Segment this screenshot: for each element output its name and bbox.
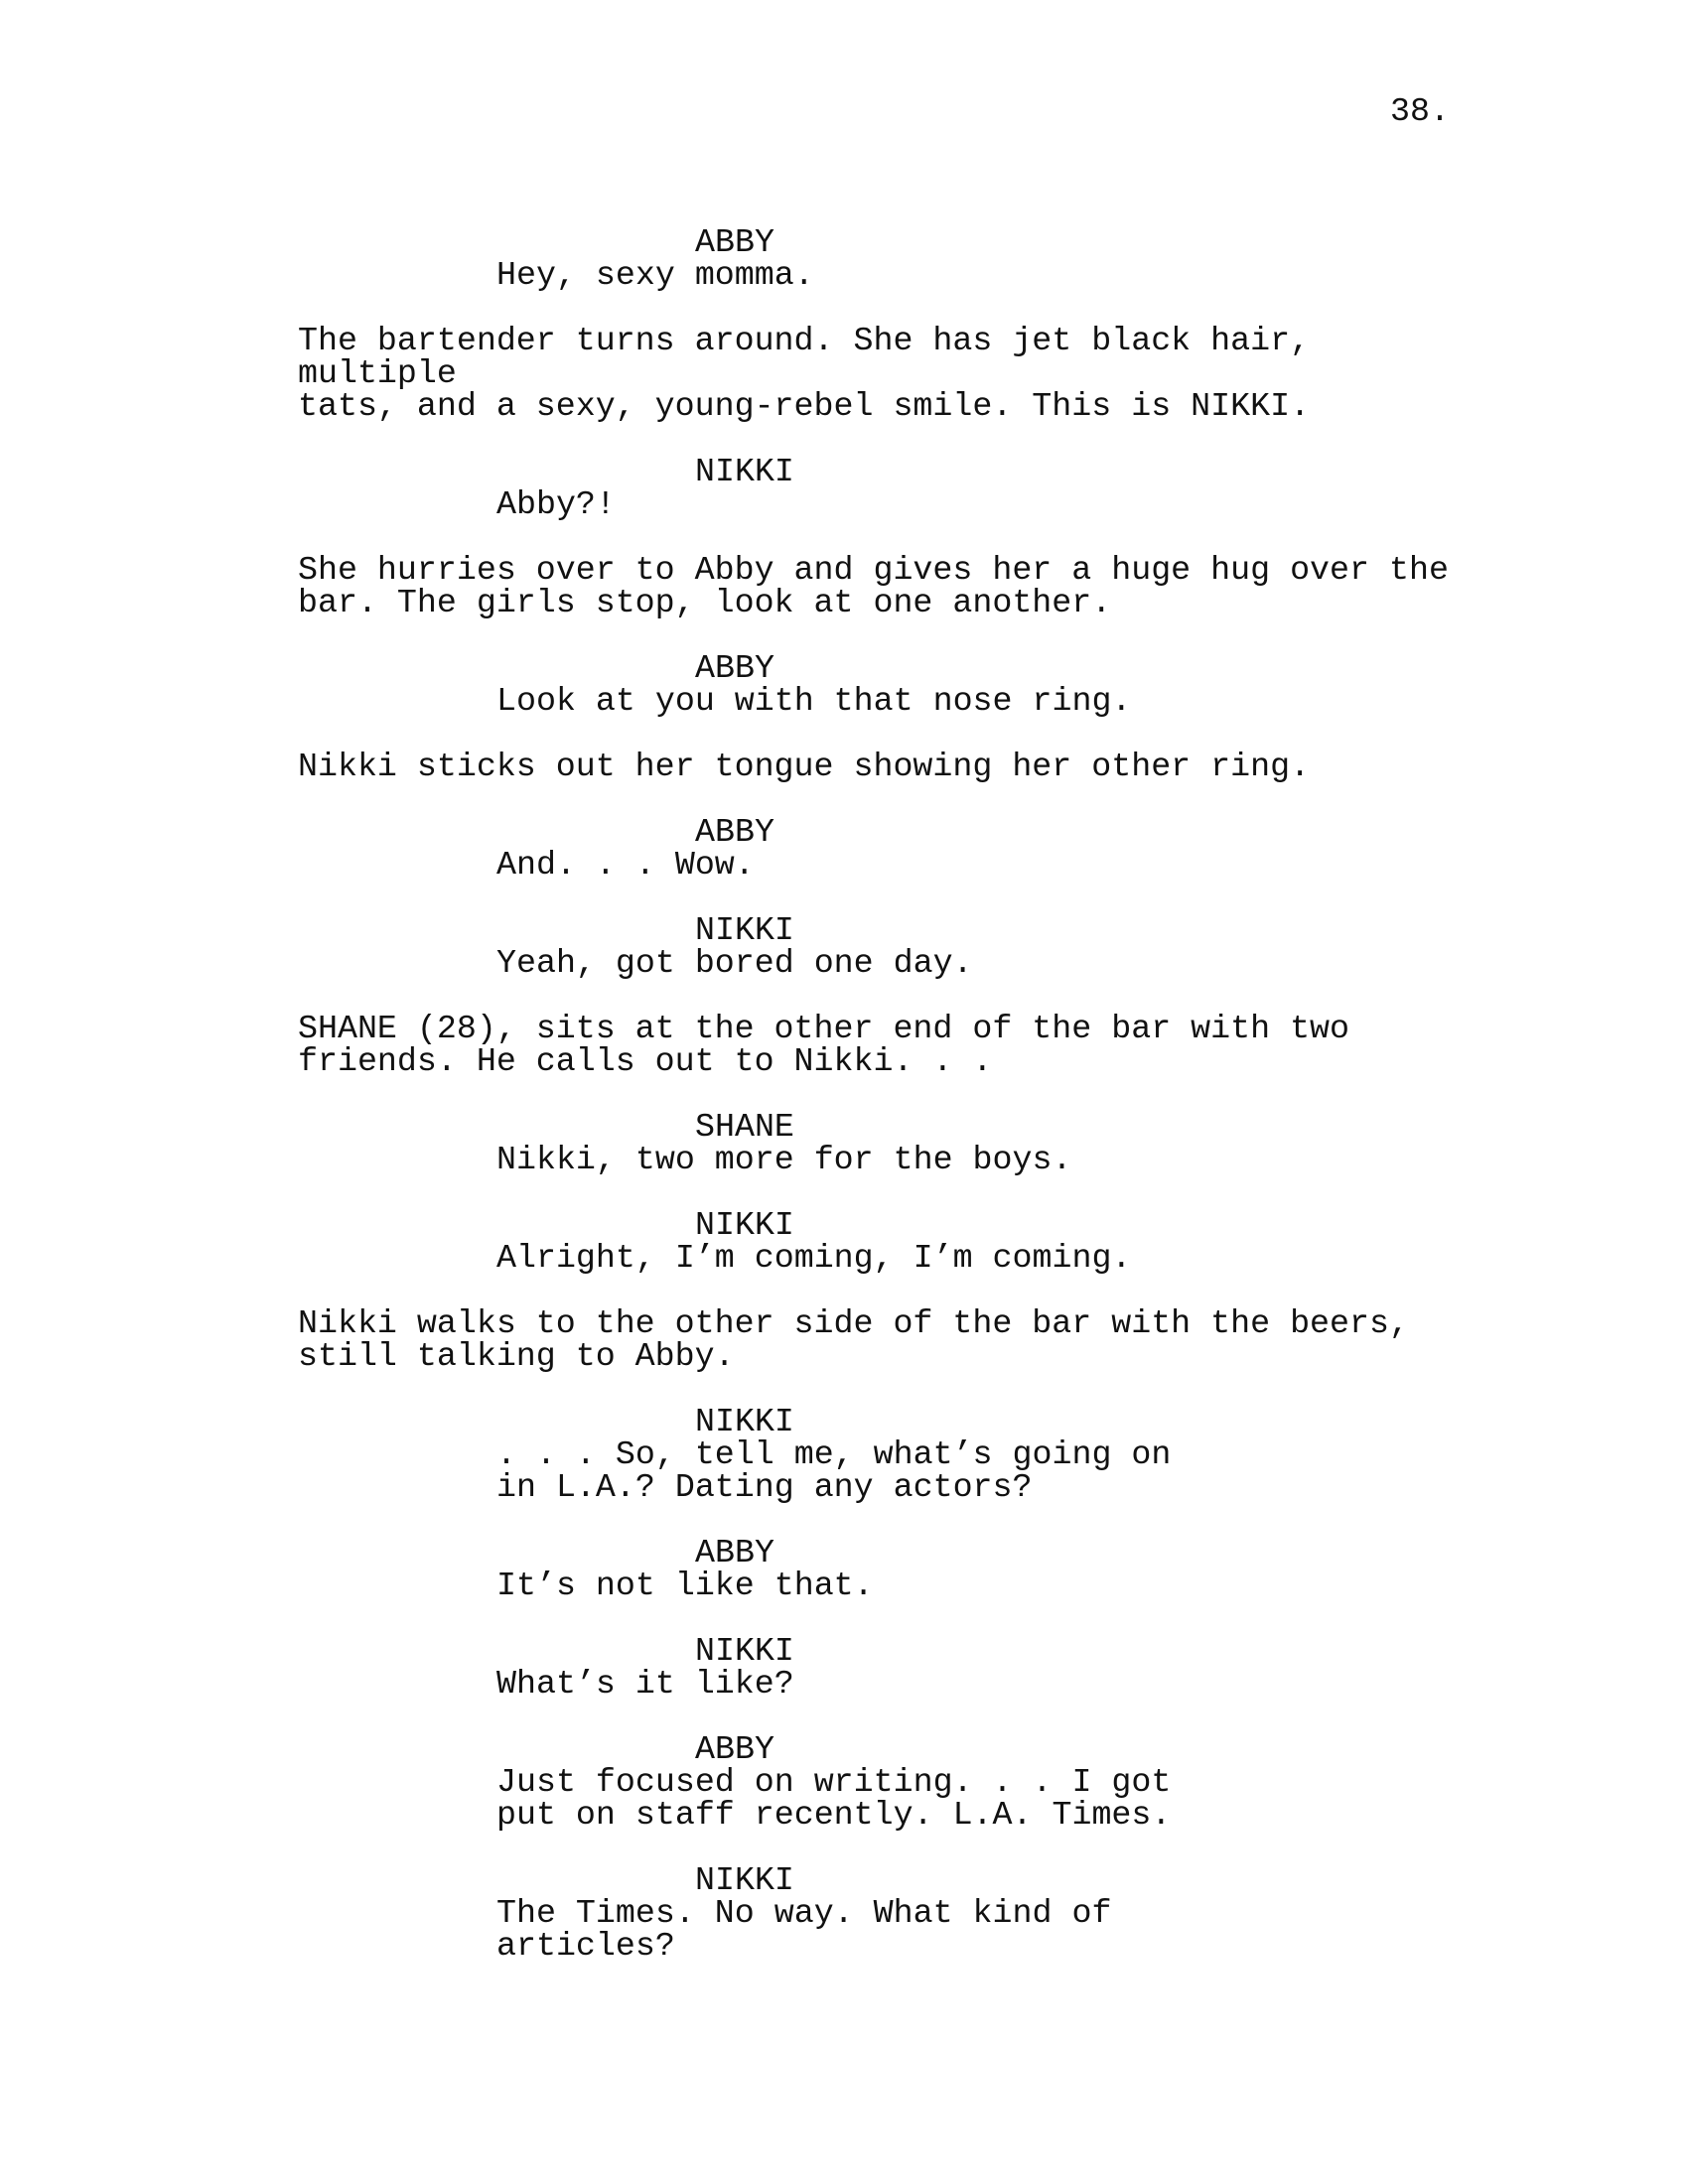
line-spacer bbox=[0, 783, 1688, 816]
line-spacer bbox=[0, 619, 1688, 652]
dialogue-line: Hey, sexy momma. bbox=[496, 256, 814, 294]
line-spacer bbox=[0, 980, 1688, 1013]
character-cue: ABBY bbox=[695, 1534, 774, 1571]
line-spacer bbox=[0, 423, 1688, 456]
line-spacer bbox=[0, 292, 1688, 325]
action-line: Nikki sticks out her tongue showing her other ring. bbox=[298, 748, 1311, 785]
screenplay-body bbox=[0, 223, 1688, 1965]
character-cue: ABBY bbox=[695, 813, 774, 851]
character-cue: NIKKI bbox=[695, 453, 794, 490]
dialogue-line: Nikki, two more for the boys. bbox=[496, 1141, 1072, 1178]
character-cue: NIKKI bbox=[695, 1861, 794, 1899]
line-spacer bbox=[0, 521, 1688, 554]
character-cue: ABBY bbox=[695, 1730, 774, 1768]
character-cue: NIKKI bbox=[695, 1632, 794, 1670]
dialogue-line: What’s it like? bbox=[496, 1665, 794, 1703]
line-spacer bbox=[0, 718, 1688, 751]
dialogue-line: And. . . Wow. bbox=[496, 846, 755, 884]
character-cue: NIKKI bbox=[695, 1206, 794, 1244]
line-spacer bbox=[0, 882, 1688, 914]
action-line: Nikki walks to the other side of the bar with the beers, still talking to Abby. bbox=[298, 1304, 1409, 1375]
line-spacer bbox=[0, 1504, 1688, 1537]
character-cue: ABBY bbox=[695, 223, 774, 261]
line-spacer bbox=[0, 1078, 1688, 1111]
line-spacer bbox=[0, 1701, 1688, 1733]
dialogue-line: It’s not like that. bbox=[496, 1567, 874, 1604]
dialogue-line: Alright, I’m coming, I’m coming. bbox=[496, 1239, 1132, 1277]
action-line: SHANE (28), sits at the other end of the bar with two friends. He calls out to Nikki. . . bbox=[298, 1010, 1350, 1080]
dialogue-line: . . . So, tell me, what’s going on in L.A.? Dating any actors? bbox=[496, 1435, 1172, 1506]
dialogue-line: The Times. No way. What kind of articles? bbox=[496, 1894, 1112, 1965]
dialogue-line: Yeah, got bored one day. bbox=[496, 944, 973, 982]
line-spacer bbox=[0, 1176, 1688, 1209]
character-cue: SHANE bbox=[695, 1108, 794, 1146]
character-cue: NIKKI bbox=[695, 911, 794, 949]
line-spacer bbox=[0, 1602, 1688, 1635]
dialogue-line: Look at you with that nose ring. bbox=[496, 682, 1132, 720]
character-cue: ABBY bbox=[695, 649, 774, 687]
dialogue-line: Abby?! bbox=[496, 485, 616, 523]
action-line: She hurries over to Abby and gives her a huge hug over the bar. The girls stop, look at one another. bbox=[298, 551, 1449, 621]
line-spacer bbox=[0, 1832, 1688, 1864]
page-number: 38. bbox=[1390, 92, 1450, 130]
line-spacer bbox=[0, 1373, 1688, 1406]
line-spacer bbox=[0, 1275, 1688, 1307]
character-cue: NIKKI bbox=[695, 1403, 794, 1440]
dialogue-line: Just focused on writing. . . I got put on staff recently. L.A. Times. bbox=[496, 1763, 1172, 1834]
action-line: The bartender turns around. She has jet black hair, multiple tats, and a sexy, young-rebel smile. This is NIKKI. bbox=[298, 322, 1311, 425]
